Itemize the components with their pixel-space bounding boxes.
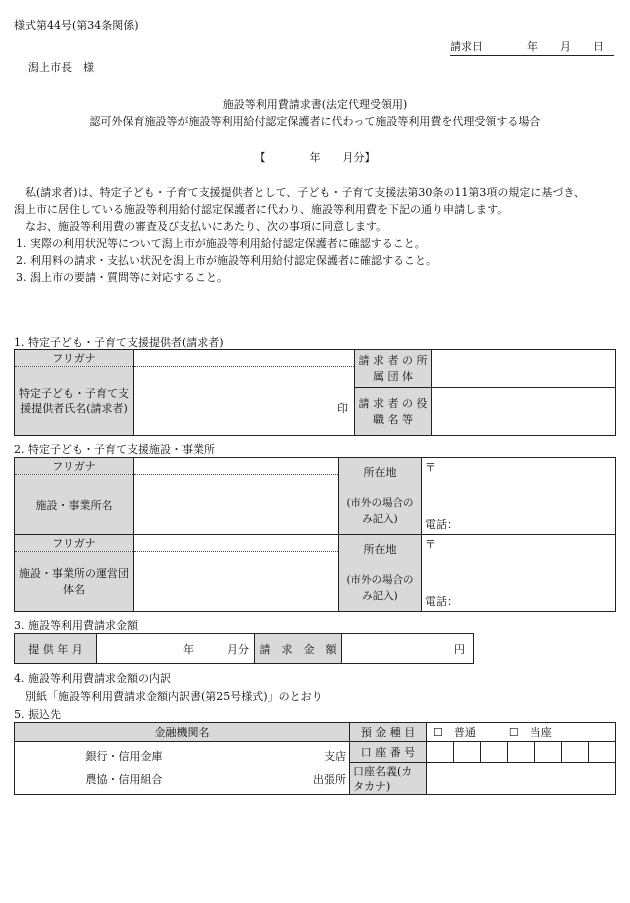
billing-month: 【 年 月分】 — [254, 151, 376, 164]
period-label: 提 供 年 月 — [15, 634, 97, 664]
form-number: 様式第44号(第34条関係) — [14, 19, 139, 32]
operator-address-input[interactable] — [422, 535, 616, 612]
facility-name-label: 施設・事業所名 — [15, 475, 134, 535]
bank-type-line2: 農協・信用組合 — [85, 773, 163, 786]
account-digit-6[interactable] — [562, 742, 589, 763]
branch-label-1: 支店 — [324, 750, 346, 763]
provider-name-input[interactable] — [134, 367, 355, 436]
amount-table — [14, 633, 474, 664]
document-subtitle: 認可外保育施設等が施設等利用給付認定保護者に代わって施設等利用費を代理受領する場合 — [89, 115, 541, 128]
requester-org-input[interactable] — [432, 350, 616, 388]
facility-name-input[interactable] — [134, 475, 339, 535]
branch-label-2: 出張所 — [313, 773, 346, 786]
operator-furigana-label: フリガナ — [15, 535, 134, 552]
provider-name-label: 特定子ども・子育て支援提供者氏名(請求者) — [15, 367, 134, 436]
account-digit-5[interactable] — [535, 742, 562, 763]
account-digit-2[interactable] — [454, 742, 481, 763]
consent-text — [14, 184, 614, 286]
bank-type-line1: 銀行・信用金庫 — [85, 750, 163, 763]
account-number-label: 口 座 番 号 — [350, 742, 427, 763]
bank-header: 金融機関名 — [15, 723, 350, 742]
account-digit-1[interactable] — [427, 742, 454, 763]
request-date: 請求日 年 月 日 — [450, 38, 614, 56]
account-name-label: 口座名義(カタカナ) — [350, 763, 427, 795]
account-digit-7[interactable] — [589, 742, 616, 763]
address-label-text: 所在地 — [363, 466, 397, 479]
requester-title-input[interactable] — [432, 388, 616, 436]
addressee: 潟上市長 様 — [28, 61, 94, 74]
facility-furigana-label: フリガナ — [15, 458, 134, 475]
seal-mark: 印 — [337, 402, 348, 415]
section5-heading: 5. 振込先 — [14, 708, 61, 721]
deposit-type-options[interactable] — [427, 723, 616, 742]
section2-heading: 2. 特定子ども・子育て支援施設・事業所 — [14, 443, 215, 456]
address-note-2: (市外の場合のみ記入) — [346, 574, 414, 602]
requester-title-label: 請 求 者 の 役 職 名 等 — [355, 388, 432, 436]
requester-org-label: 請 求 者 の 所 属 団 体 — [355, 350, 432, 388]
provider-furigana-input[interactable] — [134, 350, 355, 367]
consent-item-2: 2. 利用料の請求・支払い状況を潟上市が施設等利用給付認定保護者に確認すること。 — [16, 254, 437, 267]
section3-heading: 3. 施設等利用費請求金額 — [14, 619, 138, 632]
document-title: 施設等利用費請求書(法定代理受領用) — [222, 98, 408, 111]
period-input[interactable] — [97, 634, 255, 664]
facility-table — [14, 457, 616, 612]
facility-phone-label: 電話： — [425, 518, 458, 531]
account-name-input[interactable] — [427, 763, 616, 795]
operator-name-input[interactable] — [134, 552, 339, 612]
section1-heading: 1. 特定子ども・子育て支援提供者(請求者) — [14, 336, 224, 349]
facility-address-label — [339, 458, 422, 535]
postal-mark-2: 〒 — [425, 538, 436, 551]
operator-furigana-input[interactable] — [134, 535, 339, 552]
para2: なお、施設等利用費の審査及び支払いにあたり、次の事項に同意します。 — [14, 220, 388, 233]
account-digit-3[interactable] — [481, 742, 508, 763]
operator-address-label — [339, 535, 422, 612]
facility-furigana-input[interactable] — [134, 458, 339, 475]
deposit-checkboxes[interactable]: ☐ 普通 ☐ 当座 — [433, 726, 552, 739]
consent-item-1: 1. 実際の利用状況等について潟上市が施設等利用給付認定保護者に確認すること。 — [16, 237, 426, 250]
address-label-text-2: 所在地 — [363, 543, 397, 556]
address-note: (市外の場合のみ記入) — [346, 497, 414, 525]
facility-address-input[interactable] — [422, 458, 616, 535]
section4-heading: 4. 施設等利用費請求金額の内訳 — [14, 672, 171, 685]
para1-line1: 私(請求者)は、特定子ども・子育て支援提供者として、子ども・子育て支援法第30条の11第3項の規定に基づき、 — [14, 186, 585, 199]
yen-unit: 円 — [454, 642, 465, 656]
bank-type-cell[interactable] — [15, 742, 185, 795]
period-value: 年 月分 — [183, 642, 249, 656]
postal-mark: 〒 — [425, 461, 436, 474]
branch-cell[interactable] — [185, 742, 350, 795]
amount-label: 請 求 金 額 — [255, 634, 342, 664]
operator-name-label: 施設・事業所の運営団体名 — [15, 552, 134, 612]
amount-input[interactable] — [342, 634, 474, 664]
provider-table — [14, 349, 616, 436]
consent-item-3: 3. 潟上市の要請・質問等に対応すること。 — [16, 271, 228, 284]
para1-line2: 潟上市に居住している施設等利用給付認定保護者に代わり、施設等利用費を下記の通り申請します。 — [14, 203, 509, 216]
furigana-label: フリガナ — [15, 350, 134, 367]
bank-table — [14, 722, 616, 795]
account-digit-4[interactable] — [508, 742, 535, 763]
operator-phone-label: 電話： — [425, 595, 458, 608]
deposit-type-label: 預 金 種 目 — [350, 723, 427, 742]
section4-note: 別紙「施設等利用費請求金額内訳書(第25号様式)」のとおり — [14, 690, 323, 703]
